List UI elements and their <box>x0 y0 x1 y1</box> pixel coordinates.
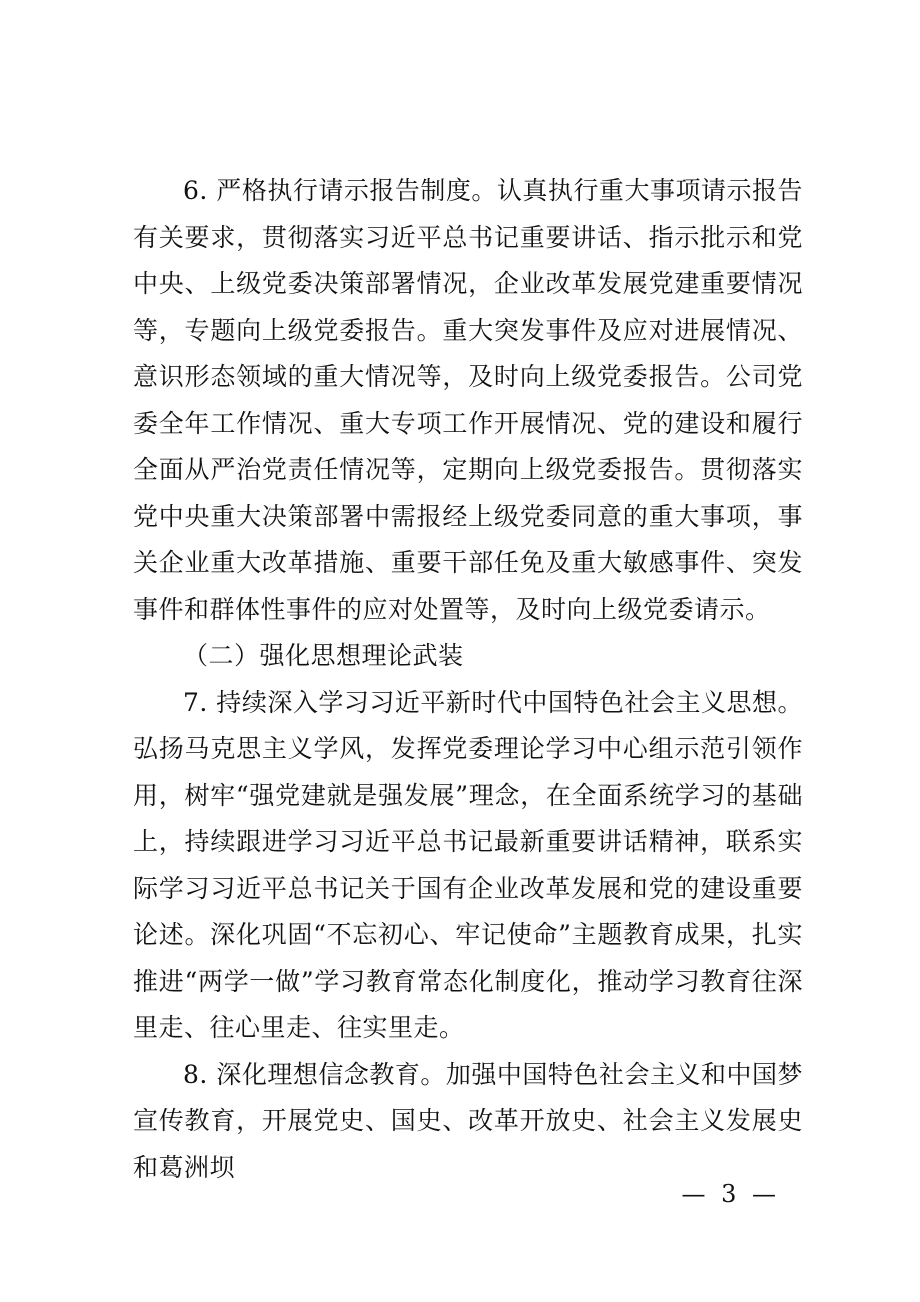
paragraph-7: 7. 持续深入学习习近平新时代中国特色社会主义思想。弘扬马克思主义学风，发挥党委理论学习中心组示范引领作用，树牢“强党建就是强发展”理念，在全面系统学习的基础上，持续跟进学习习近平总书记最新重要讲话精神，联系实际学习习近平总书记关于国有企业改革发展和党的建设重要论述。深化巩固“不忘初心、牢记使命”主题教育成果，扎实推进“两学一做”学习教育常态化制度化，推动学习教育往深里走、往心里走、往实里走。 <box>133 687 803 1042</box>
page-number: — 3 — <box>681 1180 780 1208</box>
paragraph-6: 6. 严格执行请示报告制度。认真执行重大事项请示报告有关要求，贯彻落实习近平总书记重要讲话、指示批示和党中央、上级党委决策部署情况，企业改革发展党建重要情况等，专题向上级党委报告。重大突发事件及应对进展情况、意识形态领域的重大情况等，及时向上级党委报告。公司党委全年工作情况、重大专项工作开展情况、党的建设和履行全面从严治党责任情况等，定期向上级党委报告。贯彻落实党中央重大决策部署中需报经上级党委同意的重大事项，事关企业重大改革措施、重要干部任免及重大敏感事件、突发事件和群体性事件的应对处置等，及时向上级党委请示。 <box>133 176 803 624</box>
section-heading: （二）强化思想理论武装 <box>183 641 464 670</box>
paragraph-8: 8. 深化理想信念教育。加强中国特色社会主义和中国梦宣传教育，开展党史、国史、改革开放史、社会主义发展史和葛洲坝 <box>133 1059 803 1182</box>
document-body <box>133 168 803 1191</box>
